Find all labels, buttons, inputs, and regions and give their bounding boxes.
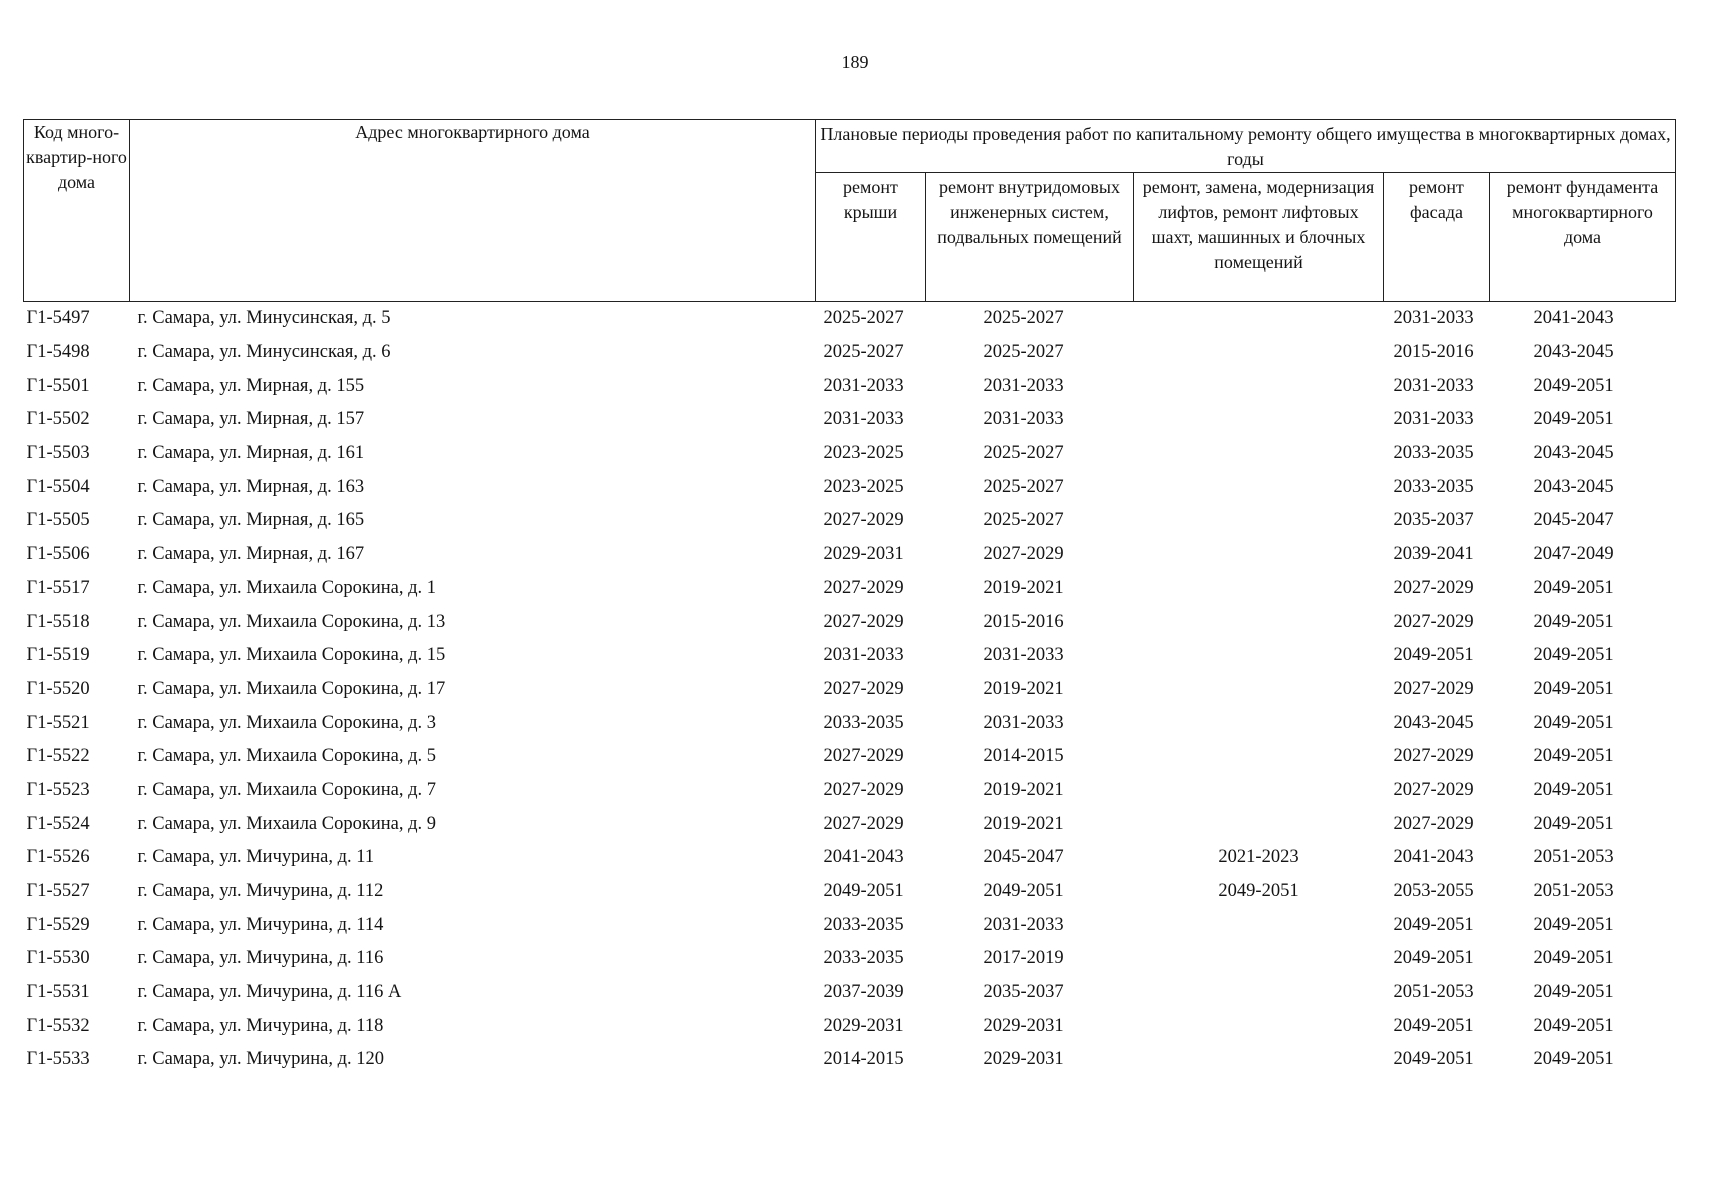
- cell-foundation: 2049-2051: [1533, 982, 1614, 1003]
- cell-address: г. Самара, ул. Мирная, д. 157: [137, 409, 365, 430]
- cell-roof: 2031-2033: [823, 375, 904, 396]
- cell-roof: 2029-2031: [823, 1015, 904, 1036]
- header-engineering: ремонт внутридомовых инженерных систем, подвальных помещений: [926, 173, 1134, 302]
- cell-lifts: [1134, 639, 1384, 673]
- cell-foundation: 2049-2051: [1533, 813, 1614, 834]
- cell-engineering: 2017-2019: [983, 948, 1064, 969]
- cell-address: г. Самара, ул. Мичурина, д. 11: [137, 847, 375, 868]
- header-facade: ремонт фасада: [1384, 173, 1490, 302]
- cell-roof: 2027-2029: [823, 611, 904, 632]
- cell-engineering: 2029-2031: [983, 1049, 1064, 1070]
- cell-lifts: [1134, 302, 1384, 336]
- cell-foundation: 2049-2051: [1533, 1015, 1614, 1036]
- cell-address: г. Самара, ул. Мирная, д. 161: [137, 443, 365, 464]
- cell-address: г. Самара, ул. Мирная, д. 155: [137, 375, 365, 396]
- table-row: [24, 875, 1676, 909]
- cell-foundation: 2049-2051: [1533, 948, 1614, 969]
- header-foundation: ремонт фундамента многоквартирного дома: [1490, 173, 1676, 302]
- cell-lifts: [1134, 504, 1384, 538]
- cell-address: г. Самара, ул. Михаила Сорокина, д. 17: [137, 678, 446, 699]
- cell-facade: 2015-2016: [1393, 342, 1474, 363]
- table-row: [24, 976, 1676, 1010]
- cell-lifts: [1134, 807, 1384, 841]
- cell-code: Г1-5529: [26, 914, 90, 935]
- table-row: [24, 942, 1676, 976]
- cell-address: г. Самара, ул. Мичурина, д. 116: [137, 948, 384, 969]
- table-row: [24, 302, 1676, 336]
- table-row: [24, 369, 1676, 403]
- cell-roof: 2041-2043: [823, 847, 904, 868]
- cell-facade: 2041-2043: [1393, 847, 1474, 868]
- cell-roof: 2025-2027: [823, 342, 904, 363]
- cell-lifts: [1134, 774, 1384, 808]
- cell-code: Г1-5503: [26, 443, 90, 464]
- header-roof: ремонт крыши: [816, 173, 926, 302]
- header-planned-periods: Плановые периоды проведения работ по капитальному ремонту общего имущества в многоквартирных домах, годы: [816, 120, 1676, 173]
- cell-address: г. Самара, ул. Мичурина, д. 118: [137, 1015, 384, 1036]
- cell-foundation: 2049-2051: [1533, 712, 1614, 733]
- cell-roof: 2031-2033: [823, 645, 904, 666]
- cell-foundation: 2049-2051: [1533, 645, 1614, 666]
- cell-engineering: 2045-2047: [983, 847, 1064, 868]
- cell-facade: 2031-2033: [1393, 409, 1474, 430]
- cell-foundation: 2047-2049: [1533, 544, 1614, 565]
- cell-code: Г1-5533: [26, 1049, 90, 1070]
- header-code: Код много-квартир-ного дома: [24, 120, 130, 302]
- cell-roof: 2025-2027: [823, 308, 904, 329]
- cell-lifts: [1134, 605, 1384, 639]
- cell-engineering: 2031-2033: [983, 914, 1064, 935]
- cell-foundation: 2051-2053: [1533, 847, 1614, 868]
- cell-engineering: 2014-2015: [983, 746, 1064, 767]
- table-body: [24, 302, 1676, 1077]
- cell-foundation: 2049-2051: [1533, 577, 1614, 598]
- cell-lifts: [1134, 673, 1384, 707]
- cell-roof: 2023-2025: [823, 476, 904, 497]
- cell-engineering: 2019-2021: [983, 678, 1064, 699]
- cell-engineering: 2029-2031: [983, 1015, 1064, 1036]
- cell-roof: 2031-2033: [823, 409, 904, 430]
- cell-facade: 2049-2051: [1393, 1049, 1474, 1070]
- cell-code: Г1-5523: [26, 779, 90, 800]
- cell-code: Г1-5532: [26, 1015, 90, 1036]
- cell-foundation: 2049-2051: [1533, 375, 1614, 396]
- cell-lifts: [1134, 336, 1384, 370]
- capital-repair-table: [23, 119, 1676, 1077]
- cell-address: г. Самара, ул. Михаила Сорокина, д. 1: [137, 577, 437, 598]
- table-row: [24, 504, 1676, 538]
- cell-roof: 2014-2015: [823, 1049, 904, 1070]
- cell-facade: 2043-2045: [1393, 712, 1474, 733]
- cell-facade: 2027-2029: [1393, 813, 1474, 834]
- cell-engineering: 2025-2027: [983, 342, 1064, 363]
- table-row: [24, 605, 1676, 639]
- cell-roof: 2033-2035: [823, 948, 904, 969]
- cell-code: Г1-5506: [26, 544, 90, 565]
- cell-foundation: 2049-2051: [1533, 611, 1614, 632]
- cell-engineering: 2031-2033: [983, 712, 1064, 733]
- cell-foundation: 2049-2051: [1533, 779, 1614, 800]
- table-row: [24, 706, 1676, 740]
- cell-code: Г1-5530: [26, 948, 90, 969]
- cell-lifts: 2049-2051: [1218, 881, 1299, 902]
- cell-lifts: [1134, 740, 1384, 774]
- cell-engineering: 2019-2021: [983, 577, 1064, 598]
- cell-address: г. Самара, ул. Михаила Сорокина, д. 13: [137, 611, 446, 632]
- header-lifts: ремонт, замена, модернизация лифтов, ремонт лифтовых шахт, машинных и блочных помещений: [1134, 173, 1384, 302]
- cell-engineering: 2025-2027: [983, 443, 1064, 464]
- table-row: [24, 538, 1676, 572]
- cell-facade: 2027-2029: [1393, 746, 1474, 767]
- table-row: [24, 841, 1676, 875]
- cell-engineering: 2049-2051: [983, 881, 1064, 902]
- cell-facade: 2027-2029: [1393, 678, 1474, 699]
- cell-address: г. Самара, ул. Мирная, д. 163: [137, 476, 365, 497]
- cell-foundation: 2049-2051: [1533, 1049, 1614, 1070]
- cell-lifts: [1134, 706, 1384, 740]
- cell-code: Г1-5522: [26, 746, 90, 767]
- cell-facade: 2033-2035: [1393, 476, 1474, 497]
- cell-address: г. Самара, ул. Мичурина, д. 112: [137, 881, 384, 902]
- cell-foundation: 2051-2053: [1533, 881, 1614, 902]
- table-row: [24, 639, 1676, 673]
- cell-address: г. Самара, ул. Михаила Сорокина, д. 7: [137, 779, 437, 800]
- cell-address: г. Самара, ул. Михаила Сорокина, д. 5: [137, 746, 437, 767]
- cell-code: Г1-5519: [26, 645, 90, 666]
- cell-lifts: [1134, 470, 1384, 504]
- cell-engineering: 2031-2033: [983, 645, 1064, 666]
- cell-code: Г1-5497: [26, 308, 90, 329]
- cell-roof: 2049-2051: [823, 881, 904, 902]
- cell-engineering: 2019-2021: [983, 779, 1064, 800]
- cell-address: г. Самара, ул. Мирная, д. 167: [137, 544, 365, 565]
- table-row: [24, 908, 1676, 942]
- cell-lifts: [1134, 908, 1384, 942]
- cell-lifts: [1134, 538, 1384, 572]
- cell-engineering: 2025-2027: [983, 476, 1064, 497]
- table-row: [24, 403, 1676, 437]
- cell-code: Г1-5505: [26, 510, 90, 531]
- cell-lifts: [1134, 976, 1384, 1010]
- cell-roof: 2027-2029: [823, 779, 904, 800]
- cell-code: Г1-5524: [26, 813, 90, 834]
- cell-foundation: 2041-2043: [1533, 308, 1614, 329]
- table-row: [24, 740, 1676, 774]
- cell-foundation: 2049-2051: [1533, 409, 1614, 430]
- cell-code: Г1-5518: [26, 611, 90, 632]
- cell-engineering: 2031-2033: [983, 409, 1064, 430]
- cell-engineering: 2015-2016: [983, 611, 1064, 632]
- cell-facade: 2027-2029: [1393, 779, 1474, 800]
- cell-facade: 2027-2029: [1393, 611, 1474, 632]
- cell-facade: 2033-2035: [1393, 443, 1474, 464]
- cell-foundation: 2043-2045: [1533, 443, 1614, 464]
- cell-foundation: 2049-2051: [1533, 746, 1614, 767]
- cell-engineering: 2031-2033: [983, 375, 1064, 396]
- table-row: [24, 1043, 1676, 1077]
- cell-engineering: 2025-2027: [983, 308, 1064, 329]
- cell-lifts: 2021-2023: [1218, 847, 1299, 868]
- cell-foundation: 2049-2051: [1533, 914, 1614, 935]
- cell-address: г. Самара, ул. Михаила Сорокина, д. 3: [137, 712, 437, 733]
- cell-roof: 2027-2029: [823, 678, 904, 699]
- cell-facade: 2049-2051: [1393, 948, 1474, 969]
- cell-lifts: [1134, 1043, 1384, 1077]
- cell-roof: 2027-2029: [823, 577, 904, 598]
- cell-address: г. Самара, ул. Минусинская, д. 6: [137, 342, 391, 363]
- cell-address: г. Самара, ул. Минусинская, д. 5: [137, 308, 391, 329]
- cell-address: г. Самара, ул. Михаила Сорокина, д. 15: [137, 645, 446, 666]
- table-row: [24, 437, 1676, 471]
- cell-facade: 2049-2051: [1393, 1015, 1474, 1036]
- cell-lifts: [1134, 403, 1384, 437]
- table-row: [24, 470, 1676, 504]
- cell-code: Г1-5498: [26, 342, 90, 363]
- cell-facade: 2027-2029: [1393, 577, 1474, 598]
- cell-engineering: 2027-2029: [983, 544, 1064, 565]
- page-number: 189: [841, 52, 869, 72]
- cell-lifts: [1134, 369, 1384, 403]
- cell-address: г. Самара, ул. Мирная, д. 165: [137, 510, 365, 531]
- cell-roof: 2027-2029: [823, 813, 904, 834]
- cell-foundation: 2049-2051: [1533, 678, 1614, 699]
- table-row: [24, 673, 1676, 707]
- cell-code: Г1-5521: [26, 712, 90, 733]
- cell-code: Г1-5526: [26, 847, 90, 868]
- cell-engineering: 2025-2027: [983, 510, 1064, 531]
- cell-code: Г1-5502: [26, 409, 90, 430]
- cell-facade: 2049-2051: [1393, 645, 1474, 666]
- cell-roof: 2033-2035: [823, 914, 904, 935]
- table-row: [24, 572, 1676, 606]
- cell-facade: 2051-2053: [1393, 982, 1474, 1003]
- cell-roof: 2037-2039: [823, 982, 904, 1003]
- cell-address: г. Самара, ул. Мичурина, д. 116 А: [137, 982, 402, 1003]
- cell-code: Г1-5527: [26, 881, 90, 902]
- cell-address: г. Самара, ул. Мичурина, д. 114: [137, 914, 384, 935]
- cell-lifts: [1134, 437, 1384, 471]
- cell-address: г. Самара, ул. Мичурина, д. 120: [137, 1049, 385, 1070]
- table-row: [24, 1009, 1676, 1043]
- cell-roof: 2033-2035: [823, 712, 904, 733]
- cell-address: г. Самара, ул. Михаила Сорокина, д. 9: [137, 813, 437, 834]
- header-address: Адрес многоквартирного дома: [130, 120, 816, 302]
- cell-facade: 2049-2051: [1393, 914, 1474, 935]
- cell-code: Г1-5520: [26, 678, 90, 699]
- cell-facade: 2039-2041: [1393, 544, 1474, 565]
- table-row: [24, 774, 1676, 808]
- cell-code: Г1-5531: [26, 982, 90, 1003]
- cell-roof: 2023-2025: [823, 443, 904, 464]
- cell-facade: 2053-2055: [1393, 881, 1474, 902]
- cell-lifts: [1134, 942, 1384, 976]
- cell-roof: 2029-2031: [823, 544, 904, 565]
- cell-facade: 2031-2033: [1393, 375, 1474, 396]
- cell-engineering: 2019-2021: [983, 813, 1064, 834]
- cell-lifts: [1134, 1009, 1384, 1043]
- cell-lifts: [1134, 572, 1384, 606]
- cell-foundation: 2043-2045: [1533, 476, 1614, 497]
- cell-roof: 2027-2029: [823, 746, 904, 767]
- cell-roof: 2027-2029: [823, 510, 904, 531]
- cell-code: Г1-5501: [26, 375, 90, 396]
- table-row: [24, 807, 1676, 841]
- cell-facade: 2035-2037: [1393, 510, 1474, 531]
- cell-code: Г1-5517: [26, 577, 90, 598]
- table-row: [24, 336, 1676, 370]
- cell-facade: 2031-2033: [1393, 308, 1474, 329]
- cell-foundation: 2045-2047: [1533, 510, 1614, 531]
- cell-foundation: 2043-2045: [1533, 342, 1614, 363]
- table-header: [24, 120, 1676, 302]
- cell-code: Г1-5504: [26, 476, 90, 497]
- cell-engineering: 2035-2037: [983, 982, 1064, 1003]
